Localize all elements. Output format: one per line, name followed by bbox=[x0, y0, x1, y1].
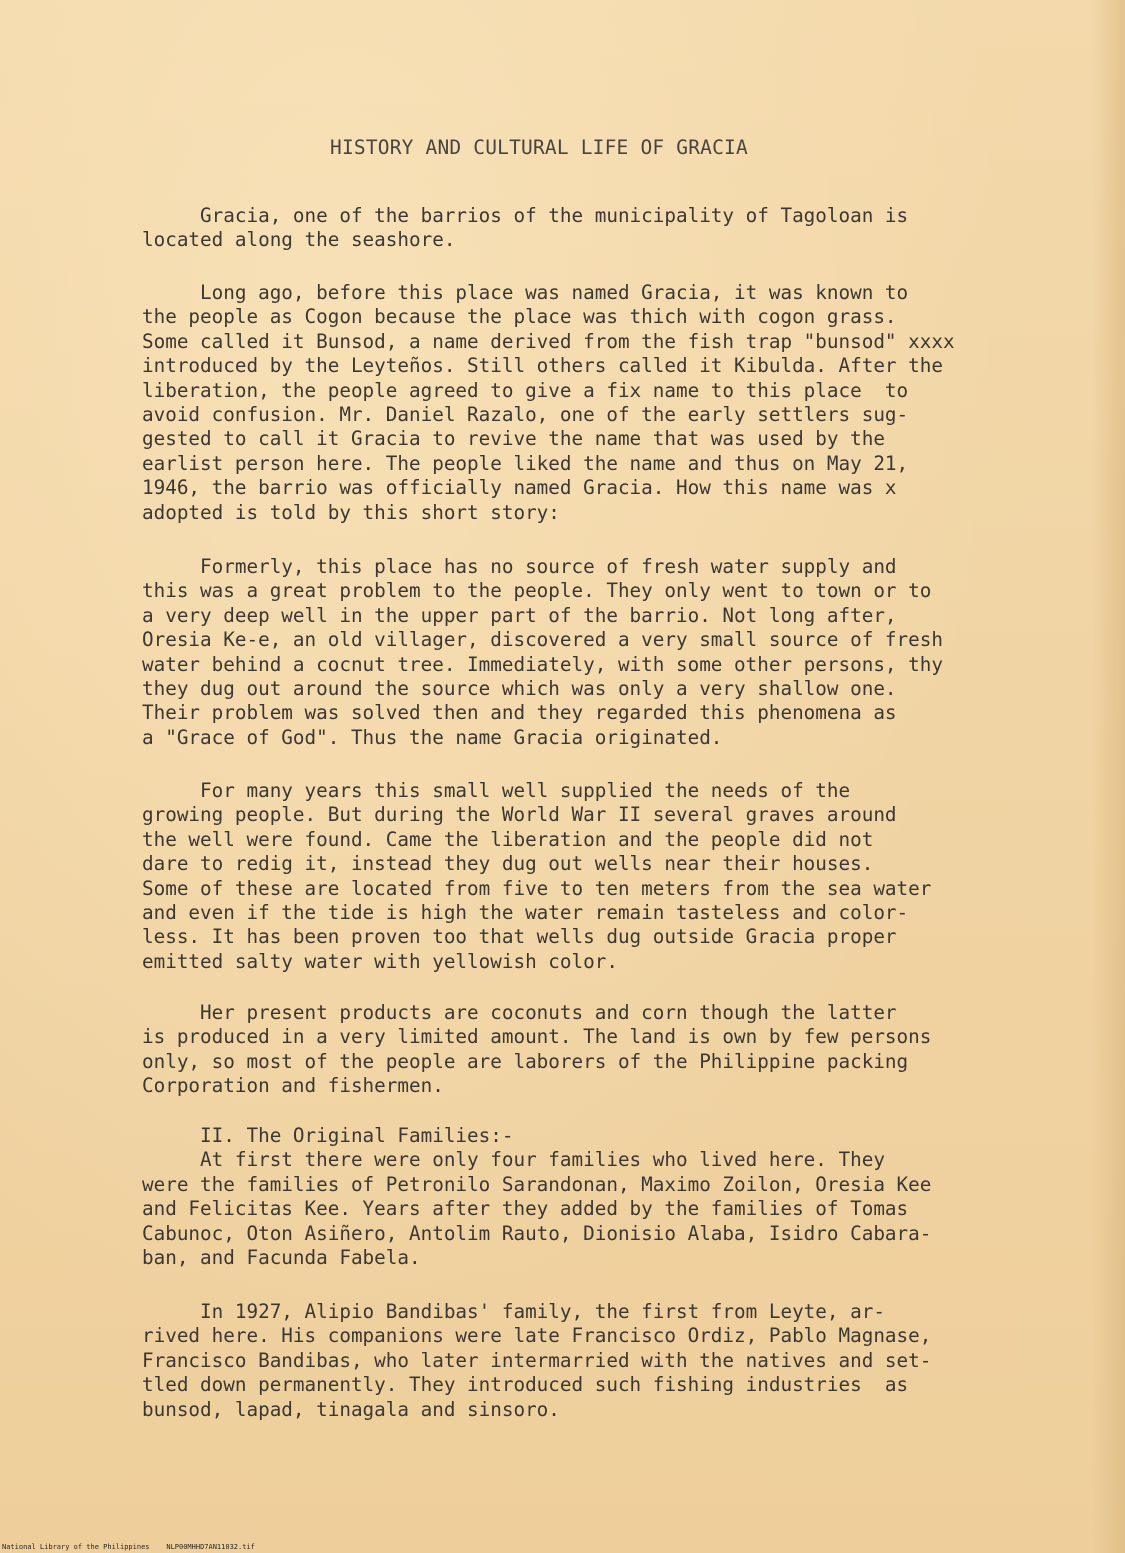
text-line: only, so most of the people are laborers of the Philippine packing bbox=[142, 1049, 909, 1073]
scan-footer-label: National Library of the Philippines NLP00MHHD7AN11032.tif bbox=[2, 1543, 255, 1551]
text-line: a very deep well in the upper part of the barrio. Not long after, bbox=[142, 603, 897, 627]
text-line: they dug out around the source which was only a very shallow one. bbox=[142, 677, 897, 701]
text-line: located along the seashore. bbox=[142, 228, 456, 252]
paragraph-2 bbox=[142, 281, 1012, 525]
text-line: water behind a cocnut tree. Immediately, with some other persons, thy bbox=[142, 652, 943, 676]
text-line: gested to call it Gracia to revive the name that was used by the bbox=[142, 427, 885, 451]
page-edge-shadow bbox=[1091, 0, 1125, 1553]
text-line: earlist person here. The people liked the name and thus on May 21, bbox=[142, 451, 909, 475]
text-line: At first there were only four families who lived here. They bbox=[142, 1148, 885, 1172]
text-line: Some called it Bunsod, a name derived from the fish trap "bunsod" xxxx bbox=[142, 329, 955, 353]
text-line: the well were found. Came the liberation and the people did not bbox=[142, 827, 874, 851]
document-title: HISTORY AND CULTURAL LIFE OF GRACIA bbox=[330, 136, 748, 159]
text-line: and even if the tide is high the water remain tasteless and color- bbox=[142, 901, 909, 925]
text-line: a "Grace of God". Thus the name Gracia originated. bbox=[142, 725, 723, 749]
paragraph-4 bbox=[142, 779, 1012, 974]
paragraph-7 bbox=[142, 1300, 1012, 1422]
paragraph-1 bbox=[142, 204, 1012, 253]
text-line: Their problem was solved then and they regarded this phenomena as bbox=[142, 701, 897, 725]
text-line: tled down permanently. They introduced such fishing industries as bbox=[142, 1373, 909, 1397]
section-heading: II. The Original Families:- bbox=[142, 1124, 514, 1147]
text-line: dare to redig it, instead they dug out wells near their houses. bbox=[142, 852, 874, 876]
text-line: Her present products are coconuts and corn though the latter bbox=[142, 1001, 897, 1024]
text-line: Gracia, one of the barrios of the municipality of Tagoloan is bbox=[142, 204, 909, 227]
text-line: avoid confusion. Mr. Daniel Razalo, one of the early settlers sug- bbox=[142, 403, 909, 427]
text-line: 1946, the barrio was officially named Gracia. How this name was x bbox=[142, 476, 897, 500]
text-line: adopted is told by this short story: bbox=[142, 500, 560, 524]
section-original-families bbox=[142, 1124, 1012, 1270]
text-line: and Felicitas Kee. Years after they added by the families of Tomas bbox=[142, 1197, 909, 1221]
text-line: Oresia Ke-e, an old villager, discovered a very small source of fresh bbox=[142, 628, 943, 652]
text-line: For many years this small well supplied the needs of the bbox=[142, 779, 851, 802]
text-line: Some of these are located from five to ten meters from the sea water bbox=[142, 876, 932, 900]
text-line: emitted salty water with yellowish color. bbox=[142, 949, 618, 973]
text-line: In 1927, Alipio Bandibas' family, the first from Leyte, ar- bbox=[142, 1300, 885, 1323]
text-line: Cabunoc, Oton Asiñero, Antolim Rauto, Dionisio Alaba, Isidro Cabara- bbox=[142, 1221, 932, 1245]
paragraph-3 bbox=[142, 555, 1012, 750]
text-line: less. It has been proven too that wells dug outside Gracia proper bbox=[142, 925, 897, 949]
text-line: were the families of Petronilo Sarandonan, Maximo Zoilon, Oresia Kee bbox=[142, 1172, 932, 1196]
text-line: ban, and Facunda Fabela. bbox=[142, 1246, 421, 1270]
text-line: Formerly, this place has no source of fresh water supply and bbox=[142, 555, 897, 578]
paragraph-5 bbox=[142, 1001, 1012, 1099]
text-line: Long ago, before this place was named Gracia, it was known to bbox=[142, 281, 909, 304]
text-line: growing people. But during the World War II several graves around bbox=[142, 803, 897, 827]
text-line: liberation, the people agreed to give a fix name to this place to bbox=[142, 378, 909, 402]
text-line: Corporation and fishermen. bbox=[142, 1074, 444, 1098]
text-line: is produced in a very limited amount. The land is own by few persons bbox=[142, 1025, 932, 1049]
text-line: rived here. His companions were late Francisco Ordiz, Pablo Magnase, bbox=[142, 1324, 932, 1348]
text-line: introduced by the Leyteños. Still others called it Kibulda. After the bbox=[142, 354, 943, 378]
text-line: Francisco Bandibas, who later intermarried with the natives and set- bbox=[142, 1348, 932, 1372]
text-line: the people as Cogon because the place was thich with cogon grass. bbox=[142, 305, 897, 329]
text-line: bunsod, lapad, tinagala and sinsoro. bbox=[142, 1397, 560, 1421]
text-line: this was a great problem to the people. They only went to town or to bbox=[142, 579, 932, 603]
